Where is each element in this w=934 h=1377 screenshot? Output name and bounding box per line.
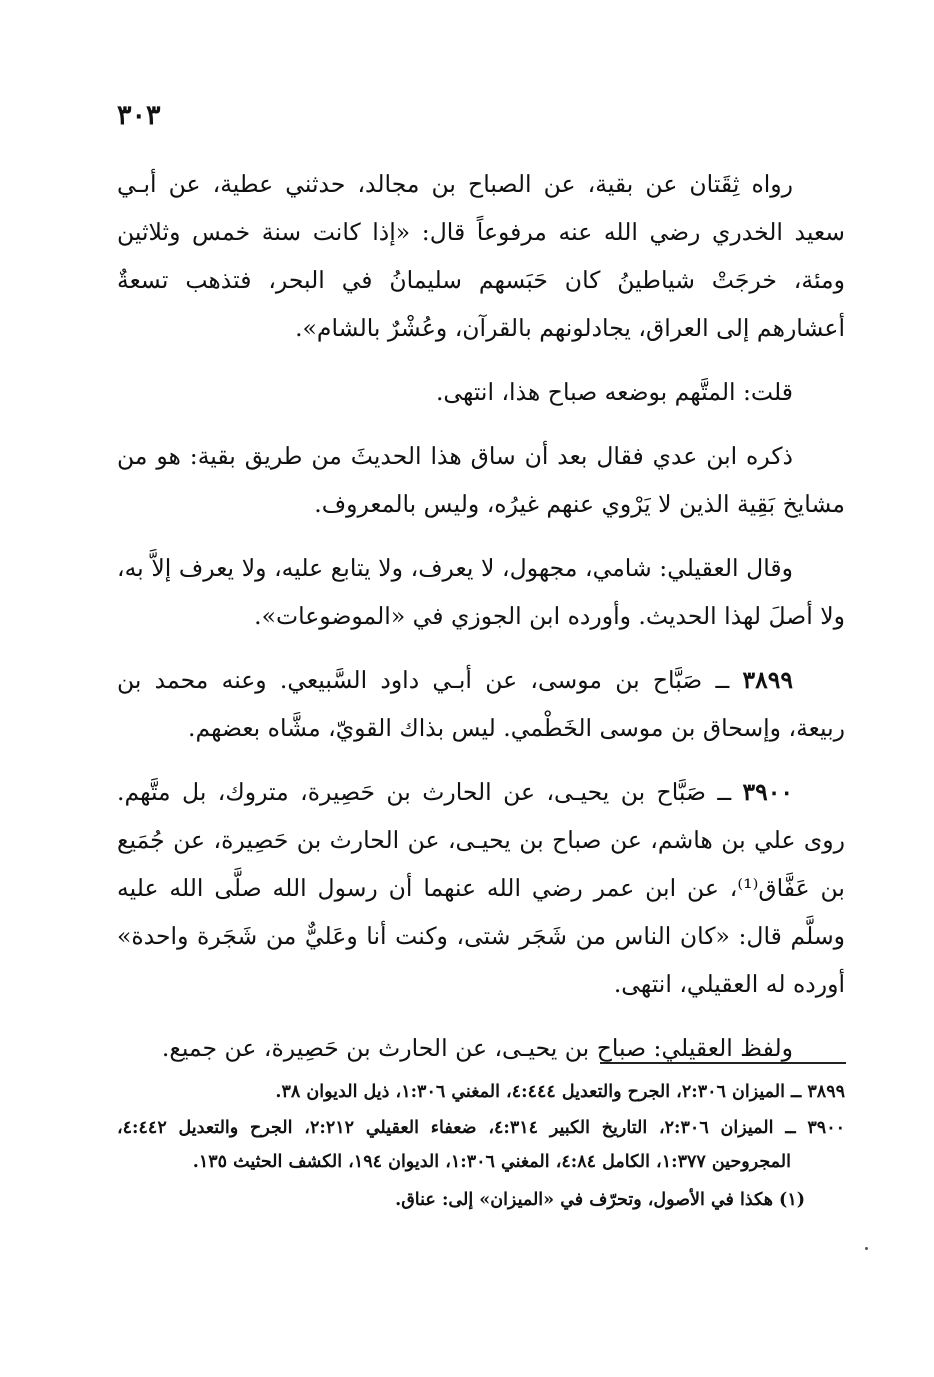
footnote-divider <box>600 1062 846 1064</box>
footnotes <box>117 1075 845 1219</box>
paragraph-narration: رواه ثِقَتان عن بقية، عن الصباح بن مجالد، حدثني عطية، عن أبـي سعيد الخدري رضي الله عنه مرفوعاً قال: «إذا كانت سنة خمس وثلاثين ومئة، خرجَتْ شياطينُ كان حَبَسهم سليمانُ في البحر، فتذهب تسعةٌ أعشارهم إلى العراق، يجادلونهم بالقرآن، وعُشْرٌ بالشام». <box>117 170 845 342</box>
entry-3899 <box>117 656 845 752</box>
paragraph-uqaili: وقال العقيلي: شامي، مجهول، لا يعرف، ولا يتابع عليه، ولا يعرف إلاَّ به، ولا أصلَ لهذا الحديث. وأورده ابن الجوزي في «الموضوعات». <box>117 554 845 630</box>
entry-text: ــ صَبَّاح بن يحيـى، عن الحارث بن حَصِيرة، متروك، بل متَّهم. روى علي بن هاشم، عن صباح بن يحيـى، عن الحارث بن حَصِيرة، عن جُمَيع بن عَفَّاق⁽¹⁾، عن ابن عمر رضي الله عنهما أن رسول الله صلَّى الله عليه وسلَّم قال: «كان الناس من شَجَر شتى، وكنت أنا وعَليٌّ من شَجَرة واحدة» أورده له العقيلي، انتهى. <box>117 778 845 998</box>
footnote-3900: ٣٩٠٠ ــ الميزان ٢:٣٠٦، التاريخ الكبير ٤:٣١٤، ضعفاء العقيلي ٢:٢١٢، الجرح والتعديل ٤:٤٤٢، المجروحين ١:٣٧٧، الكامل ٤:٨٤، المغني ١:٣٠٦، الديوان ١٩٤، الكشف الحثيث ١٣٥. <box>117 1118 845 1172</box>
footnote-3899: ٣٨٩٩ ــ الميزان ٢:٣٠٦، الجرح والتعديل ٤:٤٤٤، المغني ١:٣٠٦، ذيل الديوان ٣٨. <box>275 1082 845 1102</box>
main-text <box>117 160 845 1088</box>
entry-3900 <box>117 768 845 1008</box>
entry-number: ٣٨٩٩ <box>742 666 793 694</box>
page-number: ٣٠٣ <box>117 100 161 131</box>
scan-speck <box>865 1247 868 1250</box>
footnote-note-1: (١) هكذا في الأصول، وتحرّف في «الميزان» إلى: عناق. <box>395 1190 805 1210</box>
paragraph-closing: ولفظ العقيلي: صباح بن يحيـى، عن الحارث بن حَصِيرة، عن جميع. <box>161 1034 793 1062</box>
paragraph-ibn-adi: ذكره ابن عدي فقال بعد أن ساق هذا الحديثَ من طريق بقية: هو من مشايخ بَقِية الذين لا يَرْوي عنهم غيرُه، وليس بالمعروف. <box>117 442 845 518</box>
paragraph-comment: قلت: المتَّهم بوضعه صباح هذا، انتهى. <box>435 378 793 406</box>
entry-number: ٣٩٠٠ <box>742 778 793 806</box>
entry-text: ــ صَبَّاح بن موسى، عن أبـي داود السَّبيعي. وعنه محمد بن ربيعة، وإسحاق بن موسى الخَطْمي. ليس بذاك القويّ، مشَّاه بعضهم. <box>117 666 845 742</box>
